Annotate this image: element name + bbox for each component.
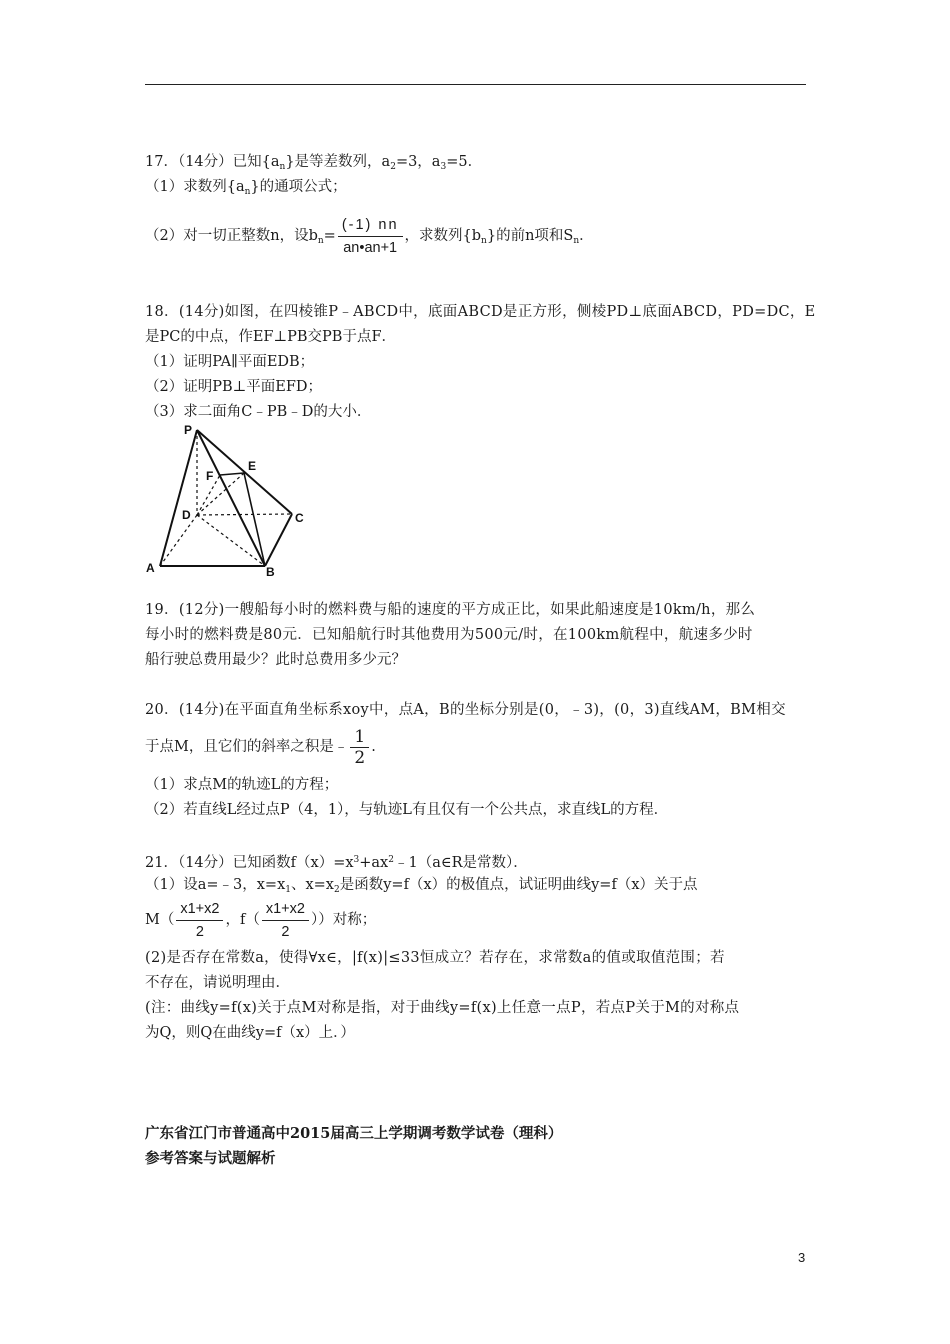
header-rule [145, 84, 806, 85]
q21-line6: (注：曲线y=f(x)关于点M对称是指，对于曲线y=f(x)上任意一点P，若点P关于M的对称点 [145, 1000, 740, 1016]
label-E: E [248, 459, 257, 473]
q18-line3: （1）证明PA∥平面EDB； [145, 354, 315, 370]
q19-line2: 每小时的燃料费是80元．已知船航行时其他费用为500元/时，在100km航程中，航速多少时 [145, 627, 753, 643]
q18-line5: （3）求二面角C﹣PB﹣D的大小． [145, 404, 372, 420]
edge-DA [160, 515, 197, 566]
q20-fraction: $\frac{1}{2}$ [350, 727, 369, 768]
q17-line3: （2）对一切正整数n，设$b_n=$ $\frac{(-1) nn}{an•an+1}$ ，求数列$\{b_n\}$的前n项和$S_n$． [145, 212, 594, 265]
q17-line1: 17．（14分）已知$\{a_n\}$是等差数列，$a_2=3$，$a_3=5$． [145, 154, 483, 172]
q20-line3: （1）求点M的轨迹L的方程； [145, 777, 339, 793]
label-D: D [182, 508, 191, 522]
label-C: C [295, 511, 304, 525]
q21-line3: M（ $\frac{x1+x2}{2}$ ，f（ $\frac{x1+x2}{2}$ ））对称； [145, 896, 376, 944]
q18-line2: 是PC的中点，作EF⊥PB交PB于点F． [145, 329, 397, 345]
q21-line5: 不存在，请说明理由． [145, 975, 290, 991]
q21-line2: （1）设a=﹣3，$x=x_1$、$x=x_2$是函数y=f（x）的极值点，试证明曲线y=f（x）关于点 [145, 877, 698, 895]
q21-line7: 为Q，则Q在曲线y=f（x）上．） [145, 1025, 355, 1041]
edge-PA [160, 430, 197, 566]
q18-line1: 18．(14分)如图，在四棱锥P﹣ABCD中，底面ABCD是正方形，侧棱PD⊥底面ABCD，PD=DC，E [145, 304, 816, 320]
q19-line1: 19．(12分)一艘船每小时的燃料费与船的速度的平方成正比，如果此船速度是10km/h，那么 [145, 602, 756, 618]
q17-line2: （1）求数列$\{a_n\}$的通项公式； [145, 179, 347, 197]
answer-subtitle: 参考答案与试题解析 [145, 1150, 276, 1167]
q17-fraction: $\frac{(-1) nn}{an•an+1}$ [338, 214, 403, 259]
q18-line4: （2）证明PB⊥平面EFD； [145, 379, 323, 395]
q21-fraction-2: $\frac{x1+x2}{2}$ [262, 898, 309, 943]
page-number: 3 [798, 1250, 806, 1265]
edge-BC [265, 514, 292, 566]
answer-title: 广东省江门市普通高中2015届高三上学期调考数学试卷（理科） [145, 1125, 563, 1142]
edge-DC [197, 514, 292, 515]
q20-line2: 于点M，且它们的斜率之积是﹣ $\frac{1}{2}$ . [145, 726, 376, 768]
q21-fraction-1: $\frac{x1+x2}{2}$ [176, 898, 223, 943]
label-P: P [184, 423, 193, 437]
label-F: F [206, 469, 214, 483]
label-A: A [146, 561, 155, 575]
q21-line4: (2)是否存在常数a，使得∀x∈，|f(x)|≤33恒成立？若存在，求常数a的值或取值范围；若 [145, 950, 725, 966]
edge-FE [220, 473, 244, 475]
label-B: B [266, 565, 275, 578]
q20-line1: 20．(14分)在平面直角坐标系xoy中，点A，B的坐标分别是(0，﹣3)，(0，3)直线AM，BM相交 [145, 702, 786, 718]
q21-line1: 21．（14分）已知函数$f(x)=x^3+ax^2﹣1(a\in R$是常数）． [145, 855, 528, 871]
q20-line4: （2）若直线L经过点P（4，1），与轨迹L有且仅有一个公共点，求直线L的方程． [145, 802, 669, 818]
pyramid-figure [140, 418, 315, 578]
q19-line3: 船行驶总费用最少？此时总费用多少元？ [145, 652, 406, 668]
